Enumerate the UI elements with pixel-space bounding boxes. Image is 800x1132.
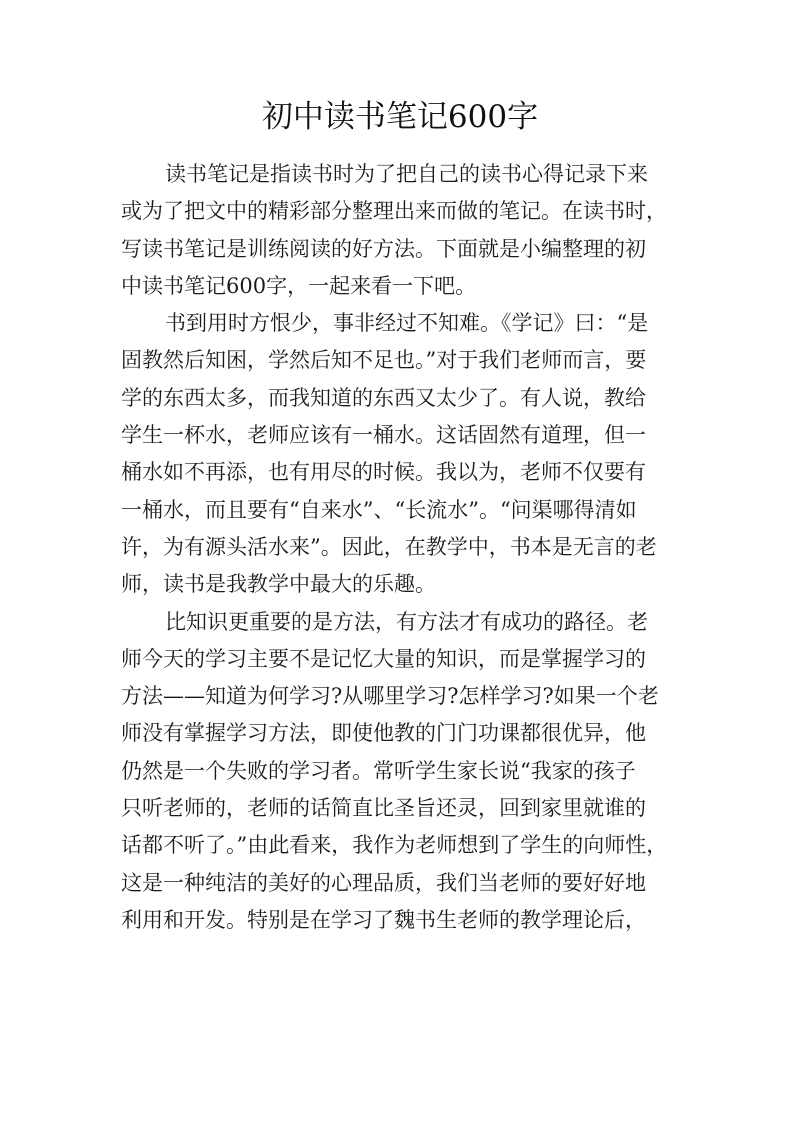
text-line: 只听老师的，老师的话简直比圣旨还灵，回到家里就谁的 [121, 796, 646, 821]
paragraph-3 [121, 604, 681, 940]
document-title: 初中读书笔记600字 [261, 99, 539, 135]
text-line: 固教然后知困，学然后知不足也。”对于我们老师而言，要 [121, 348, 647, 373]
text-line: 一桶水，而且要有“自来水”、“长流水”。“问渠哪得清如 [121, 497, 637, 522]
text-line: 利用和开发。特别是在学习了魏书生老师的教学理论后， [121, 907, 646, 932]
text-line: 师今天的学习主要不是记忆大量的知识，而是掌握学习的 [121, 646, 646, 671]
text-line: 方法——知道为何学习?从哪里学习?怎样学习?如果一个老 [121, 684, 659, 709]
text-line: 师，读书是我教学中最大的乐趣。 [121, 572, 436, 597]
document-body [121, 156, 681, 939]
text-line: 或为了把文中的精彩部分整理出来而做的笔记。在读书时， [121, 199, 667, 224]
text-line: 读书笔记是指读书时为了把自己的读书心得记录下来 [165, 162, 648, 186]
paragraph-2 [121, 305, 681, 603]
paragraph-intro [121, 156, 681, 305]
text-line: 师没有掌握学习方法，即使他教的门门功课都很优异，他 [121, 721, 646, 746]
text-line: 这是一种纯洁的美好的心理品质，我们当老师的要好好地 [121, 870, 646, 895]
text-line: 仍然是一个失败的学习者。常听学生家长说“我家的孩子 [121, 758, 636, 783]
text-line: 比知识更重要的是方法，有方法才有成功的路径。老 [165, 609, 648, 634]
text-line: 中读书笔记600字，一起来看一下吧。 [121, 273, 477, 298]
text-line: 许，为有源头活水来”。因此，在教学中，书本是无言的老 [121, 534, 657, 559]
text-line: 桶水如不再添，也有用尽的时候。我以为，老师不仅要有 [121, 460, 646, 485]
text-line: 书到用时方恨少，事非经过不知难。《学记》曰：“是 [165, 311, 649, 336]
text-line: 学生一杯水，老师应该有一桶水。这话固然有道理，但一 [121, 423, 646, 448]
text-line: 写读书笔记是训练阅读的好方法。下面就是小编整理的初 [121, 236, 646, 261]
text-line: 学的东西太多，而我知道的东西又太少了。有人说，教给 [121, 385, 646, 410]
text-line: 话都不听了。”由此看来，我作为老师想到了学生的向师性， [121, 833, 668, 858]
